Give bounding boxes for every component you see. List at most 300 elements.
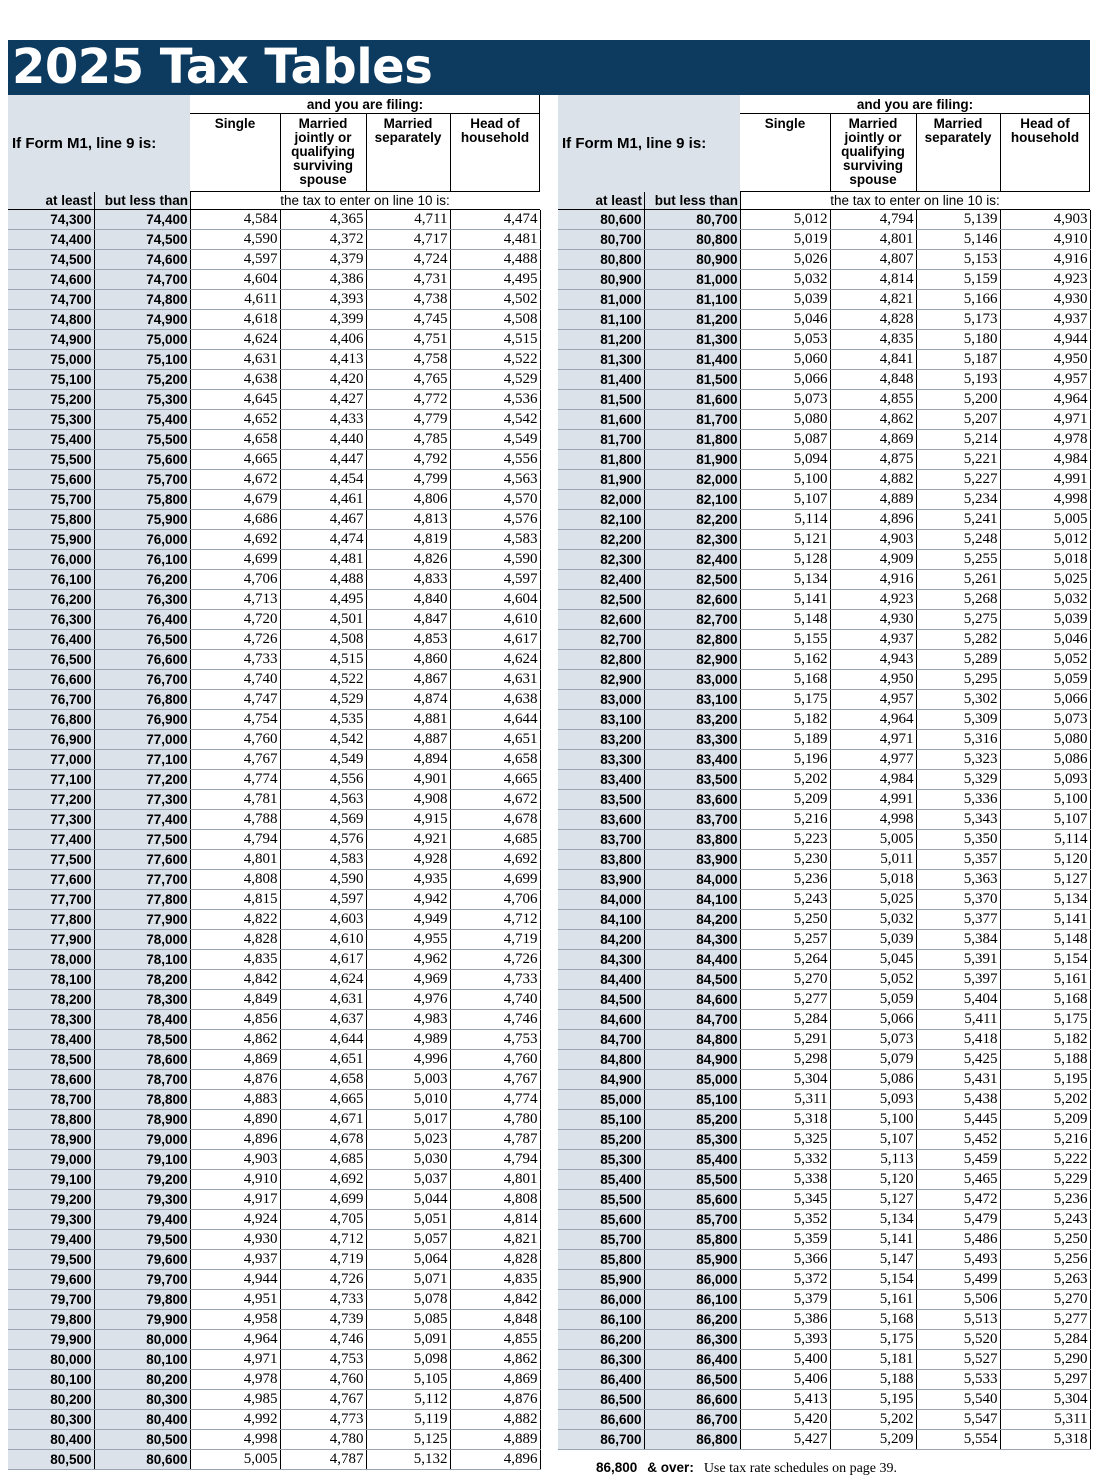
married-jointly-tax-cell: 5,039 — [830, 930, 916, 950]
but-less-than-cell: 83,200 — [644, 710, 740, 730]
single-tax-cell: 5,270 — [740, 970, 830, 990]
married-jointly-tax-cell: 4,705 — [280, 1210, 366, 1230]
at-least-cell: 75,400 — [8, 430, 94, 450]
married-separately-tax-cell: 5,540 — [916, 1390, 1000, 1410]
head-of-household-tax-cell: 4,515 — [450, 330, 540, 350]
head-of-household-tax-cell: 5,284 — [1000, 1330, 1090, 1350]
married-jointly-tax-cell: 4,576 — [280, 830, 366, 850]
table-row — [558, 430, 1090, 450]
but-less-than-cell: 86,600 — [644, 1390, 740, 1410]
table-row — [8, 490, 540, 510]
head-of-household-tax-cell: 4,624 — [450, 650, 540, 670]
married-separately-tax-cell: 5,520 — [916, 1330, 1000, 1350]
but-less-than-cell: 80,400 — [94, 1410, 190, 1430]
single-tax-cell: 4,584 — [190, 210, 280, 230]
table-row — [558, 1370, 1090, 1390]
married-jointly-tax-cell: 4,733 — [280, 1290, 366, 1310]
table-row — [558, 1170, 1090, 1190]
single-tax-cell: 4,624 — [190, 330, 280, 350]
head-of-household-tax-cell: 4,971 — [1000, 410, 1090, 430]
married-jointly-tax-cell: 4,773 — [280, 1410, 366, 1430]
head-of-household-tax-cell: 5,202 — [1000, 1090, 1090, 1110]
married-separately-tax-cell: 4,765 — [366, 370, 450, 390]
at-least-cell: 82,800 — [558, 650, 644, 670]
single-tax-cell: 5,413 — [740, 1390, 830, 1410]
at-least-label: at least — [595, 193, 642, 208]
at-least-cell: 74,800 — [8, 310, 94, 330]
single-tax-cell: 4,801 — [190, 850, 280, 870]
head-of-household-tax-cell: 4,991 — [1000, 470, 1090, 490]
married-separately-tax-cell: 4,724 — [366, 250, 450, 270]
at-least-cell: 79,300 — [8, 1210, 94, 1230]
at-least-cell: 81,800 — [558, 450, 644, 470]
head-of-household-tax-cell: 5,100 — [1000, 790, 1090, 810]
at-least-cell: 86,600 — [558, 1410, 644, 1430]
head-of-household-tax-cell: 5,148 — [1000, 930, 1090, 950]
at-least-cell: 85,900 — [558, 1270, 644, 1290]
head-of-household-tax-cell: 5,236 — [1000, 1190, 1090, 1210]
married-jointly-tax-cell: 4,950 — [830, 670, 916, 690]
married-jointly-tax-cell: 4,977 — [830, 750, 916, 770]
but-less-than-cell: 83,500 — [644, 770, 740, 790]
table-row — [8, 1330, 540, 1350]
at-least-cell: 83,700 — [558, 830, 644, 850]
table-row — [8, 1050, 540, 1070]
single-tax-cell: 4,815 — [190, 890, 280, 910]
but-less-than-cell: 86,400 — [644, 1350, 740, 1370]
but-less-than-cell: 76,400 — [94, 610, 190, 630]
married-jointly-tax-cell: 4,563 — [280, 790, 366, 810]
but-less-than-cell: 76,200 — [94, 570, 190, 590]
married-separately-tax-cell: 5,193 — [916, 370, 1000, 390]
at-least-cell: 80,600 — [558, 210, 644, 230]
table-row — [558, 1430, 1090, 1450]
table-row — [558, 1070, 1090, 1090]
at-least-cell: 83,200 — [558, 730, 644, 750]
but-less-than-cell: 78,400 — [94, 1010, 190, 1030]
single-tax-cell: 5,427 — [740, 1430, 830, 1450]
married-separately-tax-cell: 4,921 — [366, 830, 450, 850]
head-of-household-tax-cell: 4,631 — [450, 670, 540, 690]
at-least-cell: 76,700 — [8, 690, 94, 710]
at-least-cell: 80,800 — [558, 250, 644, 270]
married-jointly-tax-cell: 4,535 — [280, 710, 366, 730]
but-less-than-label: but less than — [654, 193, 738, 208]
head-of-household-tax-cell: 4,978 — [1000, 430, 1090, 450]
table-row — [558, 510, 1090, 530]
married-separately-tax-cell: 5,391 — [916, 950, 1000, 970]
at-least-cell: 80,000 — [8, 1350, 94, 1370]
head-of-household-tax-cell: 4,821 — [450, 1230, 540, 1250]
head-of-household-tax-cell: 5,182 — [1000, 1030, 1090, 1050]
married-separately-tax-cell: 5,404 — [916, 990, 1000, 1010]
at-least-cell: 77,100 — [8, 770, 94, 790]
married-separately-tax-cell: 5,078 — [366, 1290, 450, 1310]
head-of-household-tax-cell: 4,685 — [450, 830, 540, 850]
but-less-than-cell: 86,800 — [644, 1430, 740, 1450]
column-header-2 — [280, 117, 366, 187]
table-row — [558, 230, 1090, 250]
table-row — [8, 970, 540, 990]
at-least-cell: 86,000 — [558, 1290, 644, 1310]
table-row — [558, 1090, 1090, 1110]
single-tax-cell: 5,379 — [740, 1290, 830, 1310]
but-less-than-cell: 86,100 — [644, 1290, 740, 1310]
tax-table — [558, 210, 1091, 1450]
married-separately-tax-cell: 5,241 — [916, 510, 1000, 530]
married-separately-tax-cell: 5,459 — [916, 1150, 1000, 1170]
head-of-household-tax-cell: 4,746 — [450, 1010, 540, 1030]
column-header-line: qualifying — [841, 144, 905, 159]
married-separately-tax-cell: 5,289 — [916, 650, 1000, 670]
table-row — [8, 1110, 540, 1130]
column-header-line: separately — [374, 130, 442, 145]
at-least-cell: 85,000 — [558, 1090, 644, 1110]
head-of-household-tax-cell: 5,270 — [1000, 1290, 1090, 1310]
table-row — [8, 910, 540, 930]
table-row — [558, 450, 1090, 470]
head-of-household-tax-cell: 5,229 — [1000, 1170, 1090, 1190]
married-jointly-tax-cell: 4,474 — [280, 530, 366, 550]
table-row — [8, 390, 540, 410]
single-tax-cell: 4,842 — [190, 970, 280, 990]
single-tax-cell: 5,298 — [740, 1050, 830, 1070]
head-of-household-tax-cell: 4,481 — [450, 230, 540, 250]
head-of-household-tax-cell: 4,937 — [1000, 310, 1090, 330]
married-separately-tax-cell: 4,847 — [366, 610, 450, 630]
but-less-than-cell: 79,800 — [94, 1290, 190, 1310]
head-of-household-tax-cell: 4,767 — [450, 1070, 540, 1090]
table-row — [558, 370, 1090, 390]
at-least-cell: 81,700 — [558, 430, 644, 450]
head-of-household-tax-cell: 4,604 — [450, 590, 540, 610]
at-least-cell: 81,100 — [558, 310, 644, 330]
married-jointly-tax-cell: 4,719 — [280, 1250, 366, 1270]
married-jointly-tax-cell: 4,393 — [280, 290, 366, 310]
head-of-household-tax-cell: 4,957 — [1000, 370, 1090, 390]
married-jointly-tax-cell: 4,882 — [830, 470, 916, 490]
head-of-household-tax-cell: 5,107 — [1000, 810, 1090, 830]
column-header-line: Married — [383, 116, 433, 131]
married-separately-tax-cell: 5,112 — [366, 1390, 450, 1410]
married-jointly-tax-cell: 5,073 — [830, 1030, 916, 1050]
single-tax-cell: 4,883 — [190, 1090, 280, 1110]
single-tax-cell: 4,604 — [190, 270, 280, 290]
table-header — [558, 95, 1090, 192]
column-header-3 — [366, 117, 450, 145]
single-tax-cell: 5,366 — [740, 1250, 830, 1270]
married-separately-tax-cell: 4,758 — [366, 350, 450, 370]
column-header-line: Married — [298, 116, 348, 131]
single-tax-cell: 5,019 — [740, 230, 830, 250]
table-row — [8, 1290, 540, 1310]
at-least-cell: 74,900 — [8, 330, 94, 350]
single-tax-cell: 5,128 — [740, 550, 830, 570]
married-jointly-tax-cell: 5,018 — [830, 870, 916, 890]
table-row — [558, 1310, 1090, 1330]
at-least-cell: 82,100 — [558, 510, 644, 530]
single-tax-cell: 4,692 — [190, 530, 280, 550]
but-less-than-cell: 75,900 — [94, 510, 190, 530]
table-header — [8, 95, 540, 192]
at-least-cell: 76,600 — [8, 670, 94, 690]
at-least-cell: 77,400 — [8, 830, 94, 850]
married-separately-tax-cell: 5,472 — [916, 1190, 1000, 1210]
but-less-than-cell: 78,900 — [94, 1110, 190, 1130]
head-of-household-tax-cell: 4,835 — [450, 1270, 540, 1290]
married-separately-tax-cell: 4,772 — [366, 390, 450, 410]
single-tax-cell: 5,291 — [740, 1030, 830, 1050]
head-of-household-tax-cell: 5,080 — [1000, 730, 1090, 750]
head-of-household-tax-cell: 5,256 — [1000, 1250, 1090, 1270]
but-less-than-cell: 78,700 — [94, 1070, 190, 1090]
married-separately-tax-cell: 5,302 — [916, 690, 1000, 710]
single-tax-cell: 5,005 — [190, 1450, 280, 1470]
table-row — [8, 1210, 540, 1230]
married-separately-tax-cell: 4,881 — [366, 710, 450, 730]
table-row — [8, 1030, 540, 1050]
but-less-than-cell: 84,700 — [644, 1010, 740, 1030]
single-tax-cell: 5,066 — [740, 370, 830, 390]
but-less-than-cell: 84,300 — [644, 930, 740, 950]
but-less-than-cell: 84,600 — [644, 990, 740, 1010]
at-least-cell: 80,300 — [8, 1410, 94, 1430]
single-tax-cell: 4,590 — [190, 230, 280, 250]
at-least-cell: 76,100 — [8, 570, 94, 590]
table-row — [558, 1050, 1090, 1070]
but-less-than-cell: 75,000 — [94, 330, 190, 350]
table-row — [558, 790, 1090, 810]
married-jointly-tax-cell: 4,828 — [830, 310, 916, 330]
married-separately-tax-cell: 5,370 — [916, 890, 1000, 910]
subheader-rule — [8, 209, 540, 210]
table-row — [8, 1350, 540, 1370]
table-row — [558, 330, 1090, 350]
married-separately-tax-cell: 5,499 — [916, 1270, 1000, 1290]
married-jointly-tax-cell: 5,161 — [830, 1290, 916, 1310]
column-header-line: surviving — [842, 158, 904, 173]
married-jointly-tax-cell: 4,712 — [280, 1230, 366, 1250]
married-jointly-tax-cell: 5,059 — [830, 990, 916, 1010]
married-jointly-tax-cell: 4,692 — [280, 1170, 366, 1190]
but-less-than-cell: 84,400 — [644, 950, 740, 970]
married-separately-tax-cell: 4,969 — [366, 970, 450, 990]
footer-text: Use tax rate schedules on page 39. — [703, 1461, 898, 1476]
table-row — [8, 610, 540, 630]
but-less-than-cell: 79,000 — [94, 1130, 190, 1150]
at-least-cell: 81,400 — [558, 370, 644, 390]
married-separately-tax-cell: 5,030 — [366, 1150, 450, 1170]
single-tax-cell: 4,937 — [190, 1250, 280, 1270]
married-jointly-tax-cell: 4,753 — [280, 1350, 366, 1370]
table-row — [558, 1150, 1090, 1170]
married-jointly-tax-cell: 4,821 — [830, 290, 916, 310]
married-jointly-tax-cell: 4,658 — [280, 1070, 366, 1090]
table-row — [8, 750, 540, 770]
single-tax-cell: 5,053 — [740, 330, 830, 350]
married-jointly-tax-cell: 5,195 — [830, 1390, 916, 1410]
but-less-than-cell: 77,500 — [94, 830, 190, 850]
head-of-household-tax-cell: 5,263 — [1000, 1270, 1090, 1290]
married-jointly-tax-cell: 4,862 — [830, 410, 916, 430]
head-of-household-tax-cell: 4,842 — [450, 1290, 540, 1310]
table-row — [8, 1430, 540, 1450]
but-less-than-cell: 83,700 — [644, 810, 740, 830]
table-row — [8, 850, 540, 870]
tax-table — [8, 210, 541, 1470]
but-less-than-cell: 81,300 — [644, 330, 740, 350]
married-separately-tax-cell: 4,738 — [366, 290, 450, 310]
table-row — [558, 670, 1090, 690]
married-separately-tax-cell: 4,935 — [366, 870, 450, 890]
but-less-than-label: but less than — [104, 193, 188, 208]
but-less-than-cell: 76,900 — [94, 710, 190, 730]
head-of-household-tax-cell: 4,828 — [450, 1250, 540, 1270]
married-separately-tax-cell: 5,268 — [916, 590, 1000, 610]
single-tax-cell: 4,631 — [190, 350, 280, 370]
married-jointly-tax-cell: 4,501 — [280, 610, 366, 630]
married-separately-tax-cell: 4,996 — [366, 1050, 450, 1070]
but-less-than-cell: 79,300 — [94, 1190, 190, 1210]
married-jointly-tax-cell: 5,005 — [830, 830, 916, 850]
head-of-household-tax-cell: 5,052 — [1000, 650, 1090, 670]
table-row — [558, 710, 1090, 730]
married-separately-tax-cell: 5,017 — [366, 1110, 450, 1130]
but-less-than-cell: 77,800 — [94, 890, 190, 910]
married-jointly-tax-cell: 4,542 — [280, 730, 366, 750]
but-less-than-cell: 81,700 — [644, 410, 740, 430]
single-tax-cell: 5,243 — [740, 890, 830, 910]
single-tax-cell: 5,026 — [740, 250, 830, 270]
table-row — [8, 450, 540, 470]
at-least-cell: 78,500 — [8, 1050, 94, 1070]
at-least-cell: 76,400 — [8, 630, 94, 650]
at-least-cell: 75,900 — [8, 530, 94, 550]
married-jointly-tax-cell: 4,896 — [830, 510, 916, 530]
married-separately-tax-cell: 5,425 — [916, 1050, 1000, 1070]
but-less-than-cell: 86,200 — [644, 1310, 740, 1330]
single-tax-cell: 5,216 — [740, 810, 830, 830]
table-row — [8, 1230, 540, 1250]
but-less-than-cell: 80,900 — [644, 250, 740, 270]
head-of-household-tax-cell: 4,740 — [450, 990, 540, 1010]
table-row — [558, 650, 1090, 670]
single-tax-cell: 5,386 — [740, 1310, 830, 1330]
table-row — [8, 1170, 540, 1190]
head-of-household-tax-cell: 5,277 — [1000, 1310, 1090, 1330]
single-tax-cell: 5,257 — [740, 930, 830, 950]
married-jointly-tax-cell: 4,923 — [830, 590, 916, 610]
but-less-than-cell: 83,400 — [644, 750, 740, 770]
married-separately-tax-cell: 5,350 — [916, 830, 1000, 850]
at-least-cell: 74,300 — [8, 210, 94, 230]
head-of-household-tax-cell: 5,039 — [1000, 610, 1090, 630]
married-separately-tax-cell: 5,527 — [916, 1350, 1000, 1370]
at-least-cell: 80,100 — [8, 1370, 94, 1390]
table-row — [558, 990, 1090, 1010]
column-header-line: household — [1010, 130, 1080, 145]
at-least-cell: 75,800 — [8, 510, 94, 530]
married-jointly-tax-cell: 5,086 — [830, 1070, 916, 1090]
at-least-cell: 84,900 — [558, 1070, 644, 1090]
head-of-household-tax-cell: 4,801 — [450, 1170, 540, 1190]
table-row — [558, 1390, 1090, 1410]
married-jointly-tax-cell: 4,746 — [280, 1330, 366, 1350]
head-of-household-tax-cell: 4,950 — [1000, 350, 1090, 370]
married-separately-tax-cell: 4,806 — [366, 490, 450, 510]
single-tax-cell: 4,930 — [190, 1230, 280, 1250]
single-tax-cell: 5,148 — [740, 610, 830, 630]
table-row — [558, 210, 1090, 230]
single-tax-cell: 5,060 — [740, 350, 830, 370]
at-least-cell: 74,400 — [8, 230, 94, 250]
head-of-household-tax-cell: 4,984 — [1000, 450, 1090, 470]
head-of-household-tax-cell: 5,304 — [1000, 1390, 1090, 1410]
single-tax-cell: 4,917 — [190, 1190, 280, 1210]
married-jointly-tax-cell: 4,916 — [830, 570, 916, 590]
married-separately-tax-cell: 5,200 — [916, 390, 1000, 410]
but-less-than-cell: 86,700 — [644, 1410, 740, 1430]
table-row — [8, 830, 540, 850]
at-least-cell: 83,900 — [558, 870, 644, 890]
single-tax-cell: 5,420 — [740, 1410, 830, 1430]
at-least-cell: 78,200 — [8, 990, 94, 1010]
at-least-cell: 77,300 — [8, 810, 94, 830]
but-less-than-cell: 77,900 — [94, 910, 190, 930]
table-row — [558, 610, 1090, 630]
at-least-cell: 81,600 — [558, 410, 644, 430]
married-separately-tax-cell: 4,779 — [366, 410, 450, 430]
single-tax-cell: 5,087 — [740, 430, 830, 450]
married-jointly-tax-cell: 4,481 — [280, 550, 366, 570]
at-least-cell: 78,100 — [8, 970, 94, 990]
but-less-than-cell: 80,000 — [94, 1330, 190, 1350]
but-less-than-cell: 86,300 — [644, 1330, 740, 1350]
head-of-household-tax-cell: 4,570 — [450, 490, 540, 510]
married-separately-tax-cell: 4,785 — [366, 430, 450, 450]
table-row — [558, 870, 1090, 890]
table-row — [8, 670, 540, 690]
head-of-household-tax-cell: 5,066 — [1000, 690, 1090, 710]
head-of-household-tax-cell: 5,134 — [1000, 890, 1090, 910]
married-separately-tax-cell: 4,915 — [366, 810, 450, 830]
married-separately-tax-cell: 5,051 — [366, 1210, 450, 1230]
table-row — [558, 1230, 1090, 1250]
single-tax-cell: 4,726 — [190, 630, 280, 650]
single-tax-cell: 5,080 — [740, 410, 830, 430]
at-least-cell: 86,100 — [558, 1310, 644, 1330]
but-less-than-cell: 84,100 — [644, 890, 740, 910]
single-tax-cell: 4,835 — [190, 950, 280, 970]
single-tax-cell: 5,250 — [740, 910, 830, 930]
married-separately-tax-cell: 4,976 — [366, 990, 450, 1010]
table-row — [8, 290, 540, 310]
single-tax-cell: 4,699 — [190, 550, 280, 570]
at-least-cell: 81,300 — [558, 350, 644, 370]
head-of-household-tax-cell: 4,903 — [1000, 210, 1090, 230]
single-tax-cell: 4,808 — [190, 870, 280, 890]
at-least-cell: 85,100 — [558, 1110, 644, 1130]
married-jointly-tax-cell: 4,780 — [280, 1430, 366, 1450]
but-less-than-cell: 83,900 — [644, 850, 740, 870]
table-row — [558, 1290, 1090, 1310]
married-separately-tax-cell: 5,486 — [916, 1230, 1000, 1250]
column-header-1 — [740, 117, 830, 131]
at-least-cell: 75,100 — [8, 370, 94, 390]
married-jointly-tax-cell: 4,937 — [830, 630, 916, 650]
single-tax-cell: 4,998 — [190, 1430, 280, 1450]
single-tax-cell: 4,706 — [190, 570, 280, 590]
